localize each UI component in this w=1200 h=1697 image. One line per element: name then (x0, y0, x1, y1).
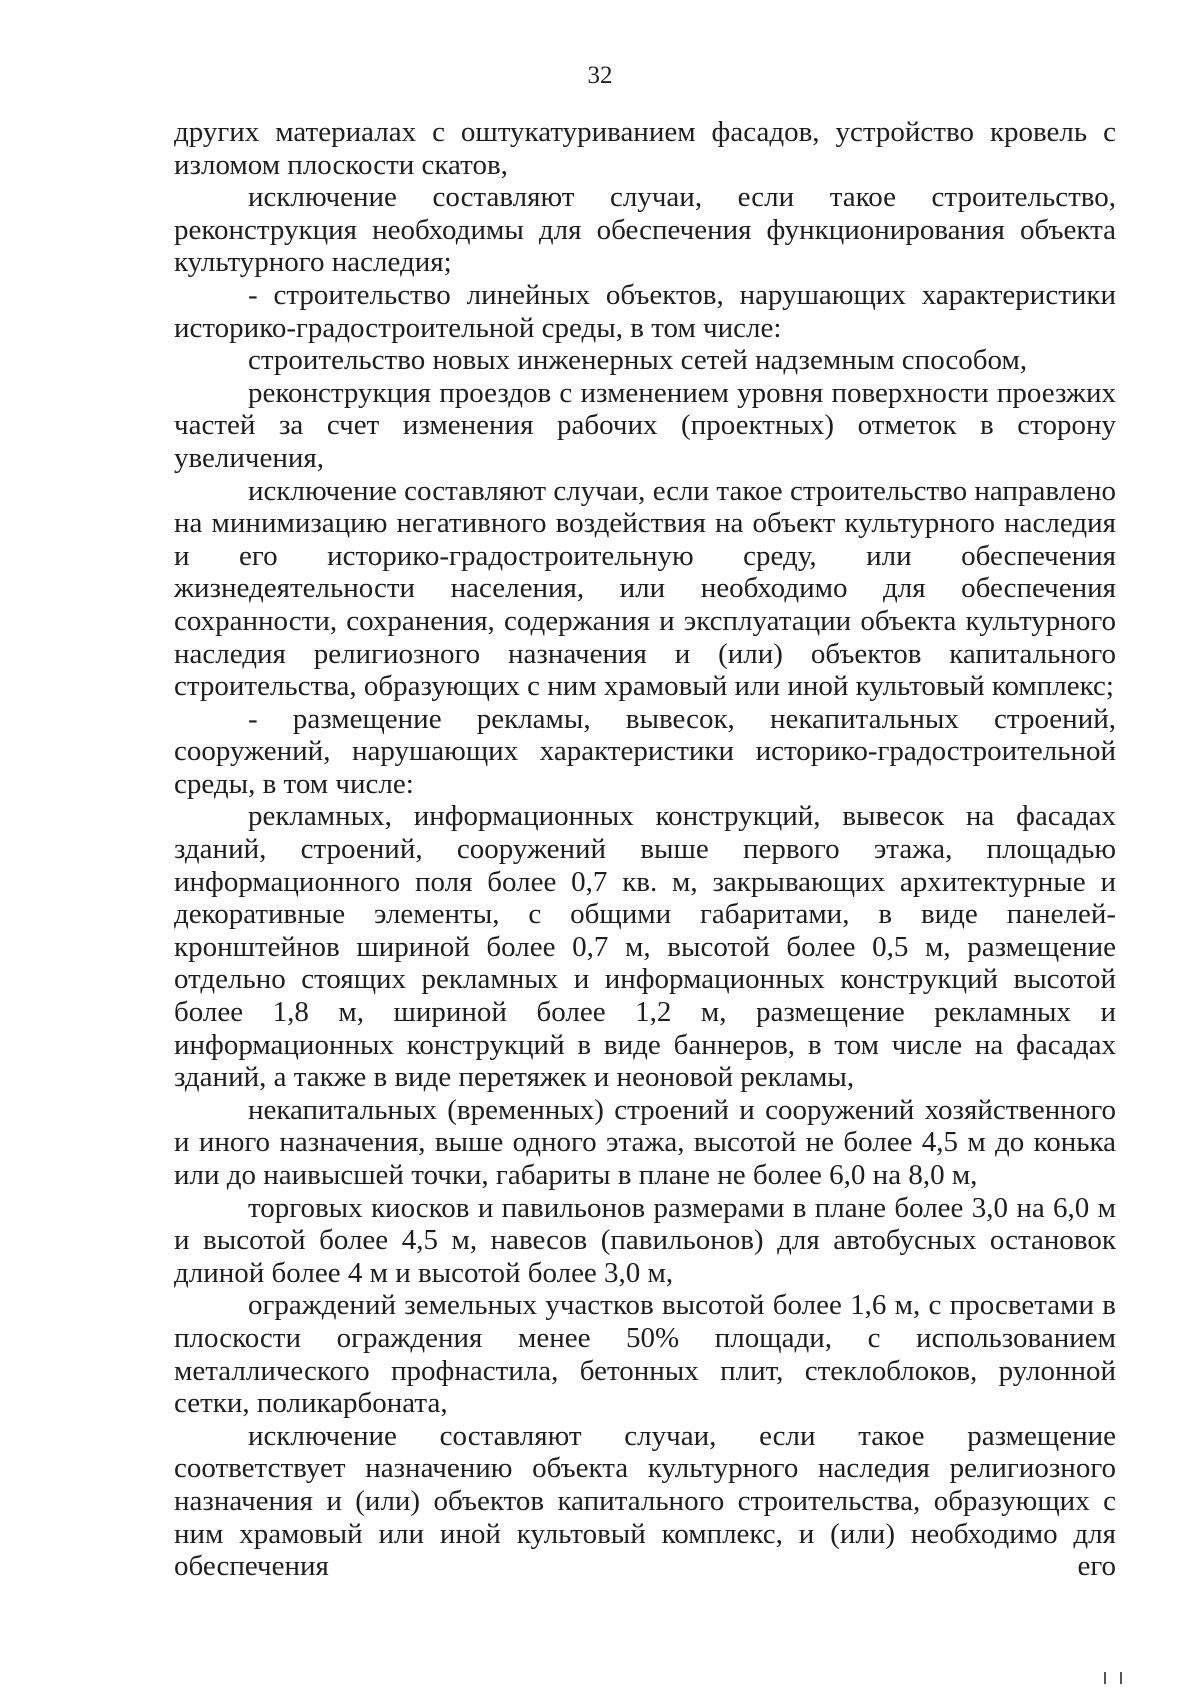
document-body (174, 116, 1116, 1583)
paragraph-8: рекламных, информационных конструкций, вывесок на фасадах зданий, строений, сооружений выше первого этажа, площадью информационного поля более 0,7 кв. м, закрывающих архитектурные и декоративные элементы, с общими габаритами, в виде панелей-кронштейнов шириной более 0,7 м, высотой более 0,5 м, размещение отдельно стоящих рекламных и информационных конструкций высотой более 1,8 м, шириной более 1,2 м, размещение рекламных и информационных конструкций в виде баннеров, в том числе на фасадах зданий, а также в виде перетяжек и неоновой рекламы, (174, 800, 1116, 1094)
paragraph-7: - размещение рекламы, вывесок, некапитальных строений, сооружений, нарушающих характеристики историко-градостроительной среды, в том числе: (174, 702, 1116, 800)
paragraph-9: некапитальных (временных) строений и сооружений хозяйственного и иного назначения, выше одного этажа, высотой не более 4,5 м до конька или до наивысшей точки, габариты в плане не более 6,0 на 8,0 м, (174, 1093, 1116, 1191)
paragraph-1: других материалах с оштукатуриванием фасадов, устройство кровель с изломом плоскости скатов, (174, 116, 1116, 181)
paragraph-12: исключение составляют случаи, если такое размещение соответствует назначению объекта культурного наследия религиозного назначения и (или) объектов капитального строительства, образующих с ним храмовый или иной культовый комплекс, и (или) необходимо для обеспечения его (174, 1419, 1116, 1583)
paragraph-11: ограждений земельных участков высотой более 1,6 м, с просветами в плоскости ограждения менее 50% площади, с использованием металлического профнастила, бетонных плит, стеклоблоков, рулонной сетки, поликарбоната, (174, 1289, 1116, 1420)
paragraph-5: реконструкция проездов с изменением уровня поверхности проезжих частей за счет изменения рабочих (проектных) отметок в сторону увеличения, (174, 376, 1116, 474)
paragraph-4: строительство новых инженерных сетей надземным способом, (248, 344, 1028, 377)
paragraph-10: торговых киосков и павильонов размерами в плане более 3,0 на 6,0 м и высотой более 4,5 м, навесов (павильонов) для автобусных остановок длиной более 4 м и высотой более 3,0 м, (174, 1191, 1116, 1289)
scan-artifact-mark (1104, 1672, 1106, 1684)
paragraph-3: - строительство линейных объектов, нарушающих характеристики историко-градостроительной среды, в том числе: (174, 278, 1116, 344)
scan-artifact-mark (1120, 1672, 1122, 1684)
paragraph-6: исключение составляют случаи, если такое строительство направлено на минимизацию негативного воздействия на объект культурного наследия и его историко-градостроительную среду, или обеспечения жизнедеятельности населения, или необходимо для обеспечения сохранности, сохранения, содержания и эксплуатации объекта культурного наследия религиозного назначения и (или) объектов капитального строительства, образующих с ним храмовый или иной культовый комплекс; (174, 474, 1116, 703)
paragraph-2: исключение составляют случаи, если такое строительство, реконструкция необходимы для обеспечения функционирования объекта культурного наследия; (174, 181, 1116, 279)
page-number: 32 (587, 62, 613, 89)
